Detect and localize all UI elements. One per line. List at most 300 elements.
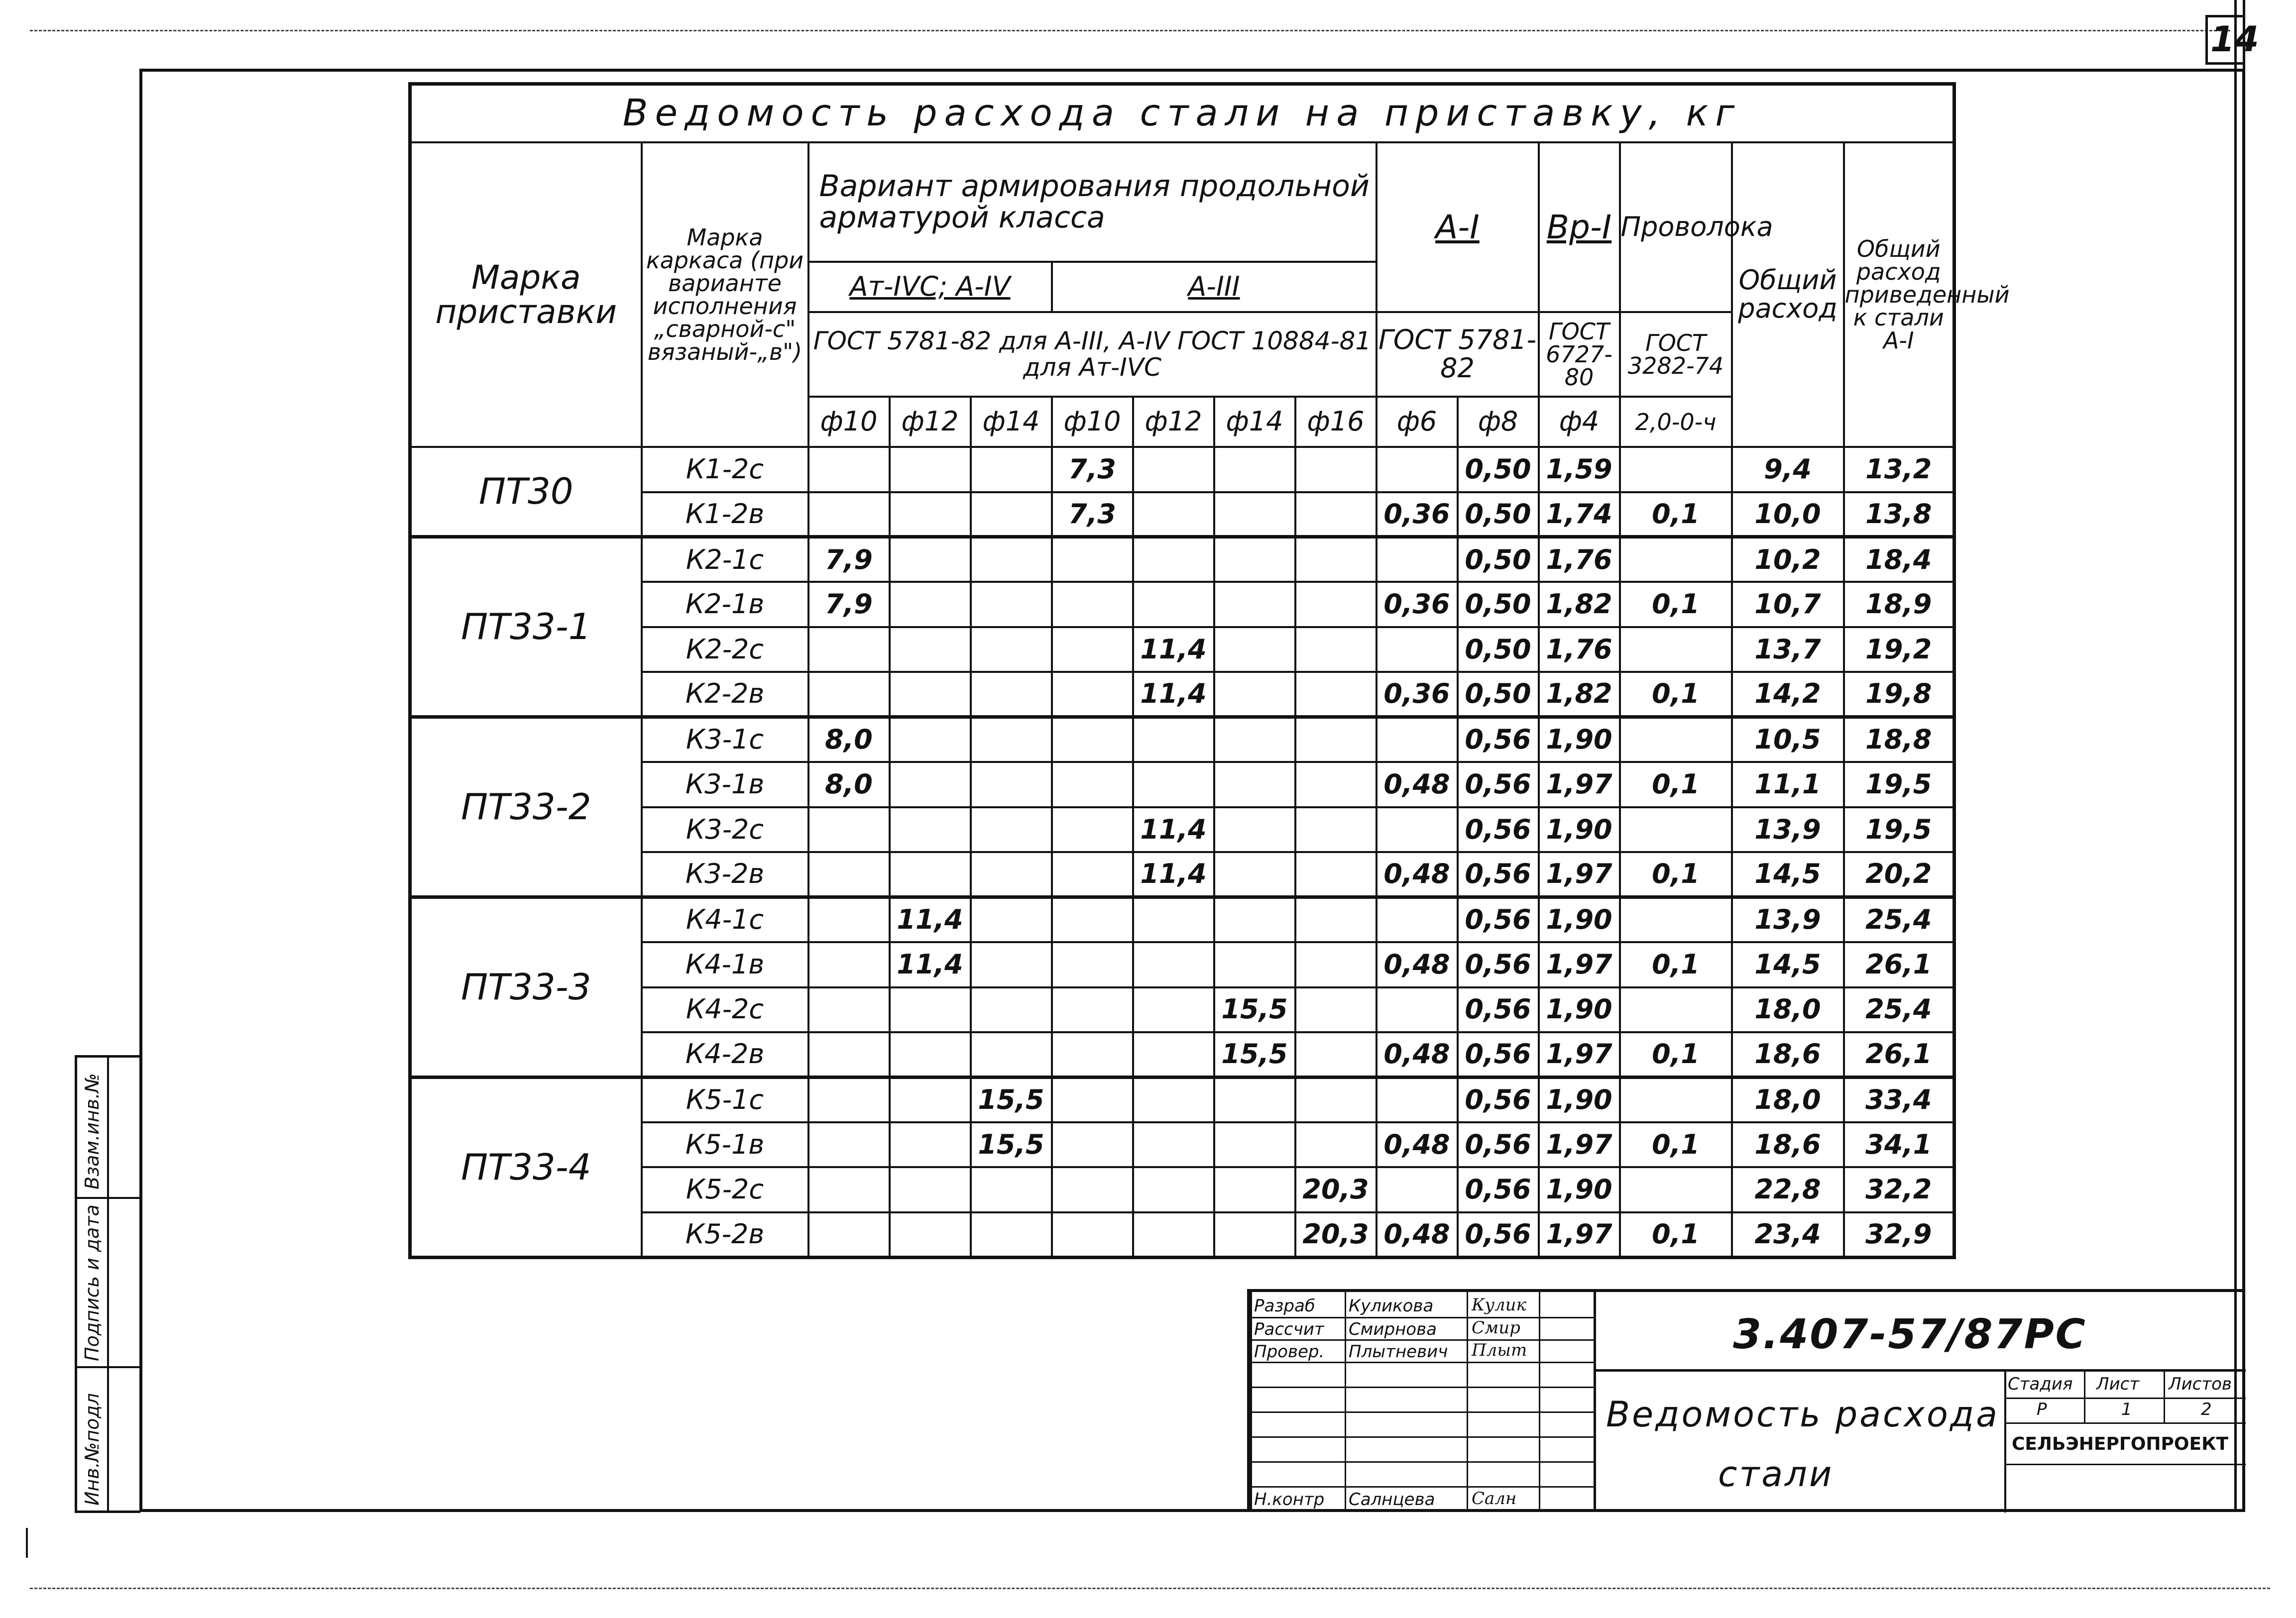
cell-value [1295,492,1377,537]
cell-marka-karkasa: К4-2в [642,1032,808,1077]
stamp-stadia-value: Р [2037,1400,2047,1419]
cell-value: 20,3 [1295,1167,1377,1212]
cell-value [1377,537,1458,582]
cell-value: 0,56 [1458,762,1539,807]
cell-value [890,672,971,717]
cell-value [890,1122,971,1167]
cell-value: 0,56 [1458,942,1539,987]
cell-marka-karkasa: К3-1в [642,762,808,807]
cell-value: 11,4 [1133,672,1214,717]
top-cut-line [30,30,2230,31]
cell-value: 15,5 [1214,1032,1295,1077]
header-dia-4: ф10 [1052,397,1133,447]
table-row [410,717,1954,762]
cell-value [808,807,890,852]
cell-value [1214,942,1295,987]
cell-value [1214,852,1295,897]
cell-value [1214,582,1295,627]
cell-value: 22,8 [1732,1167,1844,1212]
cell-marka-karkasa: К3-1с [642,717,808,762]
cell-value: 18,6 [1732,1032,1844,1077]
cell-value [1214,492,1295,537]
header-marka-pristavki: Марка приставки [410,142,642,447]
side-vzam-inv: Взам.инв.№ [81,1073,103,1189]
group-marka-pristavki: ПТ33-1 [410,537,642,717]
cell-value [971,897,1052,942]
cell-value: 0,48 [1377,762,1458,807]
cell-value: 1,90 [1539,897,1620,942]
cell-value: 1,97 [1539,852,1620,897]
cell-value: 1,74 [1539,492,1620,537]
cell-marka-karkasa: К2-2с [642,627,808,672]
cell-value [1052,537,1133,582]
cell-value [1620,1077,1732,1122]
cell-value [890,1167,971,1212]
stamp-signature-3: Салн [1472,1489,1517,1509]
cell-value: 0,48 [1377,1122,1458,1167]
cell-marka-karkasa: К2-2в [642,672,808,717]
cell-value [1214,672,1295,717]
cell-value [808,1032,890,1077]
cell-value: 18,9 [1844,582,1954,627]
stamp-name-1: Смирнова [1349,1319,1437,1339]
group-marka-pristavki: ПТ33-2 [410,717,642,897]
stamp-signature-0: Кулик [1472,1295,1526,1315]
cell-value: 7,3 [1052,447,1133,492]
table-row [410,1167,1954,1212]
cell-value: 32,9 [1844,1212,1954,1258]
cell-value [971,942,1052,987]
cell-value [1133,582,1214,627]
cell-value [1295,1077,1377,1122]
cell-value [890,627,971,672]
cell-value [1377,447,1458,492]
cell-value [1214,1167,1295,1212]
stamp-title-line1: Ведомость расхода [1606,1394,2000,1435]
cell-value: 7,3 [1052,492,1133,537]
cell-value: 7,9 [808,537,890,582]
cell-value: 1,76 [1539,627,1620,672]
cell-value [971,672,1052,717]
cell-value: 26,1 [1844,942,1954,987]
cell-value: 14,5 [1732,942,1844,987]
table-row [410,672,1954,717]
cell-value: 0,56 [1458,897,1539,942]
header-obshiy-privedenny: Общий расход приведенный к стали А-I [1844,142,1954,447]
cell-value [1377,627,1458,672]
cell-value: 0,56 [1458,1122,1539,1167]
cell-marka-karkasa: К5-2в [642,1212,808,1258]
cell-value [971,987,1052,1032]
cell-value: 0,56 [1458,1077,1539,1122]
cell-value [1295,897,1377,942]
cell-value: 0,1 [1620,672,1732,717]
cell-value: 0,56 [1458,1032,1539,1077]
cell-value: 33,4 [1844,1077,1954,1122]
stamp-role-2: Провер. [1254,1342,1325,1362]
cell-value [808,627,890,672]
document-code: 3.407-57/87РС [1733,1311,2087,1358]
cell-value [1052,1212,1133,1258]
side-stamp [75,1055,140,1513]
cell-value [890,447,971,492]
cell-value [1620,897,1732,942]
cell-value [808,447,890,492]
cell-value: 0,1 [1620,762,1732,807]
stamp-name-2: Плытневич [1349,1342,1448,1362]
cell-value [971,762,1052,807]
table-row [410,1122,1954,1167]
header-dia-9: ф8 [1458,397,1539,447]
cell-value [1295,807,1377,852]
cell-value [1052,627,1133,672]
group-marka-pristavki: ПТ33-4 [410,1077,642,1257]
cell-value [971,537,1052,582]
cell-value [1052,1122,1133,1167]
cell-value: 0,50 [1458,627,1539,672]
header-provoloka: Проволока [1620,142,1732,312]
cell-value [1377,897,1458,942]
cell-value: 18,0 [1732,987,1844,1032]
stamp-signature-2: Плыт [1472,1340,1527,1360]
table-row [410,1032,1954,1077]
cell-value [971,627,1052,672]
cell-value: 0,50 [1458,492,1539,537]
header-a3: А-III [1052,262,1377,312]
table-row [410,627,1954,672]
cell-value [1377,807,1458,852]
cell-value [1052,1032,1133,1077]
cell-value: 18,0 [1732,1077,1844,1122]
header-marka-karkasa: Марка каркаса (при варианте исполнения „сварной-с" вязаный-„в") [642,142,808,447]
cell-value: 34,1 [1844,1122,1954,1167]
cell-value [1214,1077,1295,1122]
cell-value: 0,50 [1458,537,1539,582]
cell-value: 0,1 [1620,582,1732,627]
cell-value [890,807,971,852]
header-dia-7: ф16 [1295,397,1377,447]
cell-marka-karkasa: К4-2с [642,987,808,1032]
cell-value: 18,8 [1844,717,1954,762]
cell-value [1133,987,1214,1032]
header-vr1-gost: ГОСТ 6727-80 [1539,312,1620,397]
cell-value [971,1212,1052,1258]
cell-value [808,1077,890,1122]
table-row [410,1077,1954,1122]
cell-value: 0,1 [1620,1032,1732,1077]
cell-value [971,1032,1052,1077]
cell-value [1620,627,1732,672]
cell-value [971,492,1052,537]
cell-value: 0,48 [1377,1032,1458,1077]
cell-value: 1,59 [1539,447,1620,492]
cell-value [1133,897,1214,942]
steel-consumption-table [408,82,2010,1259]
cell-value [808,492,890,537]
cell-value: 7,9 [808,582,890,627]
cell-value [1214,627,1295,672]
cell-marka-karkasa: К5-1в [642,1122,808,1167]
cell-value [1295,852,1377,897]
cell-value: 0,56 [1458,807,1539,852]
cell-value [1377,717,1458,762]
table-row [410,987,1954,1032]
header-vr1: Вр-I [1539,142,1620,312]
cell-value [890,1077,971,1122]
cell-value: 1,90 [1539,1167,1620,1212]
cell-value [808,1167,890,1212]
stamp-signature-1: Смир [1472,1318,1520,1338]
cell-value [1377,987,1458,1032]
cell-value: 13,9 [1732,897,1844,942]
cell-value [971,1167,1052,1212]
table-row [410,762,1954,807]
cell-value [1133,1032,1214,1077]
organization-name: СЕЛЬЭНЕРГОПРОЕКТ [2012,1434,2229,1454]
cell-value [1052,942,1133,987]
cell-value: 25,4 [1844,897,1954,942]
cell-value: 19,8 [1844,672,1954,717]
cell-value: 1,90 [1539,987,1620,1032]
header-at4c-a4: Ат-IVC; А-IV [808,262,1052,312]
cell-value: 32,2 [1844,1167,1954,1212]
cell-value [1133,762,1214,807]
cell-marka-karkasa: К2-1с [642,537,808,582]
cell-marka-karkasa: К4-1с [642,897,808,942]
cell-value [1295,582,1377,627]
cell-value: 8,0 [808,762,890,807]
stamp-title-line2: стали [1718,1454,1834,1495]
group-marka-pristavki: ПТ33-3 [410,897,642,1078]
cell-value [971,807,1052,852]
cell-value: 11,1 [1732,762,1844,807]
header-provoloka-gost: ГОСТ 3282-74 [1620,312,1732,397]
table-row [410,897,1954,942]
cell-value [1620,447,1732,492]
cell-value: 1,76 [1539,537,1620,582]
cell-value [890,852,971,897]
cell-value [808,987,890,1032]
cell-value [1052,987,1133,1032]
group-marka-pristavki: ПТ30 [410,447,642,537]
table-row [410,447,1954,492]
cell-value [890,582,971,627]
cell-value [1377,1077,1458,1122]
header-dia-2: ф12 [890,397,971,447]
cell-value: 13,9 [1732,807,1844,852]
header-a1: А-I [1377,142,1539,312]
header-gost-5781-10884: ГОСТ 5781-82 для А-III, А-IV ГОСТ 10884-81 для Ат-IVC [808,312,1377,397]
cell-value: 15,5 [971,1077,1052,1122]
header-dia-1: ф10 [808,397,890,447]
header-obshiy: Общий расход [1732,142,1844,447]
cell-value [1620,987,1732,1032]
cell-value [1214,897,1295,942]
cell-marka-karkasa: К1-2в [642,492,808,537]
cell-value: 0,56 [1458,1167,1539,1212]
cell-value: 0,1 [1620,492,1732,537]
cell-value [1295,942,1377,987]
cell-value [1052,852,1133,897]
cell-value [890,492,971,537]
cell-value: 10,5 [1732,717,1844,762]
cell-value: 19,5 [1844,807,1954,852]
side-inv-podl: Инв.№подл [81,1393,103,1506]
cell-value [1214,807,1295,852]
cell-value [1133,717,1214,762]
cell-value [1295,1032,1377,1077]
cell-value: 11,4 [1133,852,1214,897]
frame-right-edge [2234,0,2245,1512]
cell-value: 1,97 [1539,1212,1620,1258]
cell-value [971,447,1052,492]
stamp-role-1: Рассчит [1254,1319,1324,1339]
cell-value [971,852,1052,897]
stamp-name-3: Салнцева [1349,1490,1435,1510]
header-dia-6: ф14 [1214,397,1295,447]
cell-value: 11,4 [890,942,971,987]
cell-value [1295,537,1377,582]
cell-value: 1,90 [1539,807,1620,852]
cell-value [1295,717,1377,762]
cell-value: 18,6 [1732,1122,1844,1167]
cell-value [1295,672,1377,717]
cell-value [1052,1077,1133,1122]
cell-value [1133,1077,1214,1122]
cell-value: 14,5 [1732,852,1844,897]
cell-value [890,717,971,762]
cell-value: 0,50 [1458,447,1539,492]
cell-marka-karkasa: К1-2с [642,447,808,492]
cell-value [1133,537,1214,582]
cell-value: 1,82 [1539,672,1620,717]
cell-value [1377,1167,1458,1212]
header-dia-8: ф6 [1377,397,1458,447]
cell-value: 14,2 [1732,672,1844,717]
cell-value [890,1212,971,1258]
stamp-list-value: 1 [2121,1400,2132,1419]
cell-value [808,1122,890,1167]
cell-value: 20,3 [1295,1212,1377,1258]
cell-value [808,942,890,987]
cell-value: 0,56 [1458,852,1539,897]
cell-value [1133,1167,1214,1212]
cell-value [1133,492,1214,537]
cell-value [1214,537,1295,582]
cell-value [1052,672,1133,717]
stamp-name-0: Куликова [1349,1296,1434,1316]
table-title: Ведомость расхода стали на приставку, кг [410,84,1954,143]
stamp-list-label: Лист [2096,1374,2140,1394]
cell-value: 20,2 [1844,852,1954,897]
cell-value [890,537,971,582]
cell-value: 0,1 [1620,852,1732,897]
stamp-listov-value: 2 [2201,1400,2212,1419]
cell-value: 23,4 [1732,1212,1844,1258]
table-row [410,807,1954,852]
cell-value: 25,4 [1844,987,1954,1032]
cell-value [971,582,1052,627]
cell-value: 0,50 [1458,672,1539,717]
title-block [1247,1289,2245,1512]
table-body [410,447,1954,1257]
header-variant: Вариант армирования продольной арматурой класса [808,142,1377,261]
cell-value [1052,717,1133,762]
cell-value [1133,447,1214,492]
cell-marka-karkasa: К3-2в [642,852,808,897]
cell-value [1295,1122,1377,1167]
cell-value [890,987,971,1032]
header-dia-10: ф4 [1539,397,1620,447]
cell-value: 13,7 [1732,627,1844,672]
cell-value: 0,50 [1458,582,1539,627]
cell-marka-karkasa: К2-1в [642,582,808,627]
cell-value [1214,1212,1295,1258]
cell-value: 1,90 [1539,1077,1620,1122]
cell-value: 0,56 [1458,1212,1539,1258]
cell-value [1295,627,1377,672]
cell-value [1133,1212,1214,1258]
cell-value [1620,537,1732,582]
cell-value [1295,762,1377,807]
cell-value: 9,4 [1732,447,1844,492]
cell-value: 0,36 [1377,672,1458,717]
cell-value [1133,942,1214,987]
table-row [410,537,1954,582]
cell-value [1214,762,1295,807]
cell-value: 1,97 [1539,942,1620,987]
cell-value: 19,5 [1844,762,1954,807]
bottom-cut-line [30,1588,2270,1589]
table-row [410,852,1954,897]
stamp-listov-label: Листов [2169,1374,2232,1394]
cell-value: 10,2 [1732,537,1844,582]
cell-value: 1,90 [1539,717,1620,762]
cell-value [1052,582,1133,627]
cell-value: 15,5 [1214,987,1295,1032]
cell-value: 0,1 [1620,1122,1732,1167]
cell-value [1052,1167,1133,1212]
cell-value [890,1032,971,1077]
stamp-stadia-label: Стадия [2008,1374,2073,1394]
stamp-role-0: Разраб [1254,1296,1315,1316]
header-dia-3: ф14 [971,397,1052,447]
cell-value [1214,447,1295,492]
cell-value: 1,97 [1539,1032,1620,1077]
cell-value: 19,2 [1844,627,1954,672]
cell-value: 15,5 [971,1122,1052,1167]
cell-value [1620,807,1732,852]
table-row [410,582,1954,627]
cell-value: 1,97 [1539,1122,1620,1167]
side-podpis-data: Подпись и дата [81,1204,103,1361]
cell-value [808,1212,890,1258]
cell-value: 18,4 [1844,537,1954,582]
cell-value: 0,36 [1377,582,1458,627]
cell-value [971,717,1052,762]
cell-value: 11,4 [1133,627,1214,672]
cell-value [1295,987,1377,1032]
table-row [410,1212,1954,1258]
cell-value: 0,56 [1458,717,1539,762]
cell-value [1214,717,1295,762]
cell-value: 0,56 [1458,987,1539,1032]
cell-value: 10,0 [1732,492,1844,537]
cell-value [808,672,890,717]
cell-value [1214,1122,1295,1167]
header-dia-5: ф12 [1133,397,1214,447]
cell-marka-karkasa: К3-2с [642,807,808,852]
